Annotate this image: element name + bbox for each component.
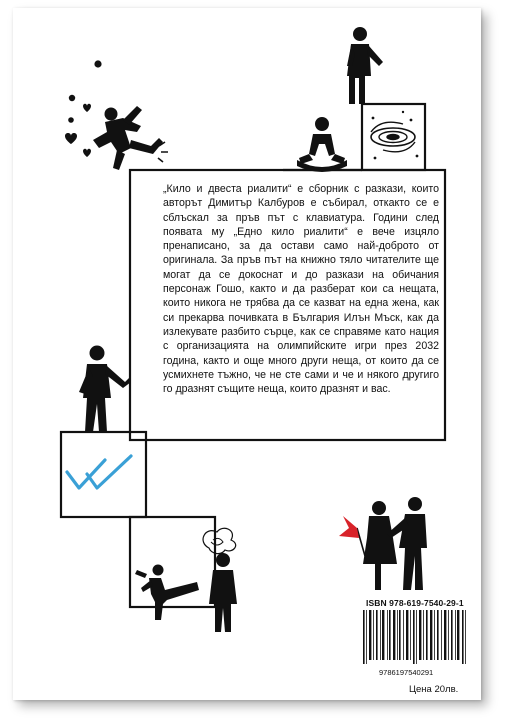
book-blurb: „Кило и двеста риалити“ е сборник с разкази, които авторът Димитър Калбуров е събирал, откакто се е сблъскал за пръв път с клавиатура. Години след появата му „Едно кило риалити“ е вече изцяло пренаписано, за да остави само най-доброто от оригинала. За пръв път на книжно тяло читателите ще могат да се докоснат и до разкази на обичания персонаж Гошо, както и да разберат кои са нещата, които никога не трябва да се казват на една жена, как си прекарва почивката в България Илън Мъск, как да излекувате разбито сърце, как се справяме като нация с организацията на олимпийските игри през 2032 година, както и още много други неща, от които да се усмихнете тъжно, че не сте сами и че и някого другиго го дразнят същите неща, които дразнят и вас. [163, 183, 439, 396]
barcode-icon [359, 606, 481, 668]
couple-icon [363, 497, 427, 590]
double-check-icon [67, 456, 131, 488]
galaxy-icon [371, 111, 418, 159]
price-label: Цена 20лв. [409, 684, 459, 695]
meditating-man-icon [297, 117, 347, 172]
standing-man-icon [347, 27, 383, 104]
falling-man-icon [65, 60, 168, 170]
red-flag-icon [339, 516, 365, 556]
kick-icon [135, 528, 237, 632]
book-back-cover [13, 8, 481, 700]
leaning-man-icon [79, 346, 131, 433]
isbn-label: ISBN 978-619-7540-29-1 [366, 598, 464, 608]
barcode-number: 9786197540291 [379, 668, 434, 677]
